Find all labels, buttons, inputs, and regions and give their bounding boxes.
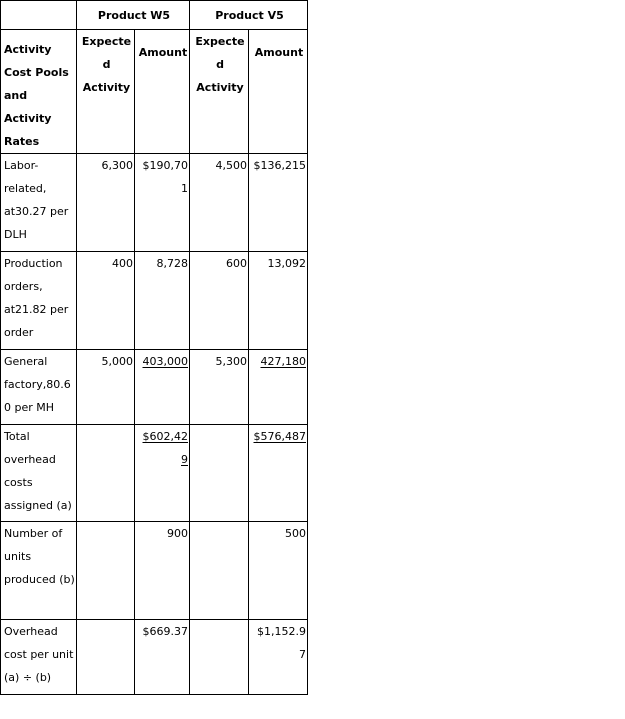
v5-units-amount: 500 bbox=[249, 522, 308, 620]
w5-general-amount: 403,000 bbox=[142, 355, 188, 368]
v5-activity-line: Activity bbox=[196, 81, 244, 94]
product-w5-header: Product W5 bbox=[77, 1, 190, 30]
column-header-row bbox=[1, 30, 308, 154]
total-label: Total overhead costs assigned (a) bbox=[1, 425, 77, 522]
table-row-labor bbox=[1, 154, 308, 252]
header-blank-cell bbox=[1, 1, 77, 30]
v5-production-activity: 600 bbox=[190, 252, 249, 350]
general-label: General factory,80.60 per MH bbox=[1, 350, 77, 425]
v5-total-amount: $576,487 bbox=[253, 430, 306, 443]
w5-total-activity-empty bbox=[77, 425, 135, 522]
w5-units-amount: 900 bbox=[135, 522, 190, 620]
v5-general-activity: 5,300 bbox=[190, 350, 249, 425]
w5-production-amount: 8,728 bbox=[135, 252, 190, 350]
product-v5-header: Product V5 bbox=[190, 1, 308, 30]
table-row-production bbox=[1, 252, 308, 350]
labor-label: Labor-related, at30.27 per DLH bbox=[1, 154, 77, 252]
v5-expected-activity-header bbox=[190, 30, 249, 154]
table-row-units bbox=[1, 522, 308, 620]
w5-activity-line: Activity bbox=[82, 81, 131, 94]
w5-expected-line: Expected bbox=[81, 35, 132, 71]
w5-units-activity-empty bbox=[77, 522, 135, 620]
table-row-general bbox=[1, 350, 308, 425]
w5-general-amount-cell bbox=[135, 350, 190, 425]
w5-amount-header: Amount bbox=[135, 30, 190, 154]
v5-cost-per-unit: $1,152.97 bbox=[249, 620, 308, 695]
w5-total-amount-cell bbox=[135, 425, 190, 522]
production-label: Production orders, at21.82 per order bbox=[1, 252, 77, 350]
table-row-cost-per-unit bbox=[1, 620, 308, 695]
v5-total-activity-empty bbox=[190, 425, 249, 522]
v5-amount-header: Amount bbox=[249, 30, 308, 154]
w5-labor-activity: 6,300 bbox=[77, 154, 135, 252]
cost-per-unit-label: Overhead cost per unit (a) ÷ (b) bbox=[1, 620, 77, 695]
v5-total-amount-cell bbox=[249, 425, 308, 522]
activity-cost-pools-header: Activity Cost Pools and Activity Rates bbox=[1, 30, 77, 154]
v5-production-amount: 13,092 bbox=[249, 252, 308, 350]
v5-labor-activity: 4,500 bbox=[190, 154, 249, 252]
v5-units-activity-empty bbox=[190, 522, 249, 620]
v5-labor-amount: $136,215 bbox=[249, 154, 308, 252]
units-label: Number of units produced (b) bbox=[1, 522, 77, 620]
w5-production-activity: 400 bbox=[77, 252, 135, 350]
v5-general-amount: 427,180 bbox=[260, 355, 306, 368]
w5-cpu-activity-empty bbox=[77, 620, 135, 695]
v5-general-amount-cell bbox=[249, 350, 308, 425]
w5-total-amount: $602,429 bbox=[142, 430, 188, 466]
v5-cpu-activity-empty bbox=[190, 620, 249, 695]
overhead-allocation-table bbox=[0, 0, 308, 695]
product-header-row bbox=[1, 1, 308, 30]
w5-general-activity: 5,000 bbox=[77, 350, 135, 425]
v5-expected-line: Expected bbox=[195, 35, 245, 71]
w5-expected-activity-header bbox=[77, 30, 135, 154]
table-row-total bbox=[1, 425, 308, 522]
w5-labor-amount: $190,701 bbox=[135, 154, 190, 252]
w5-cost-per-unit: $669.37 bbox=[135, 620, 190, 695]
